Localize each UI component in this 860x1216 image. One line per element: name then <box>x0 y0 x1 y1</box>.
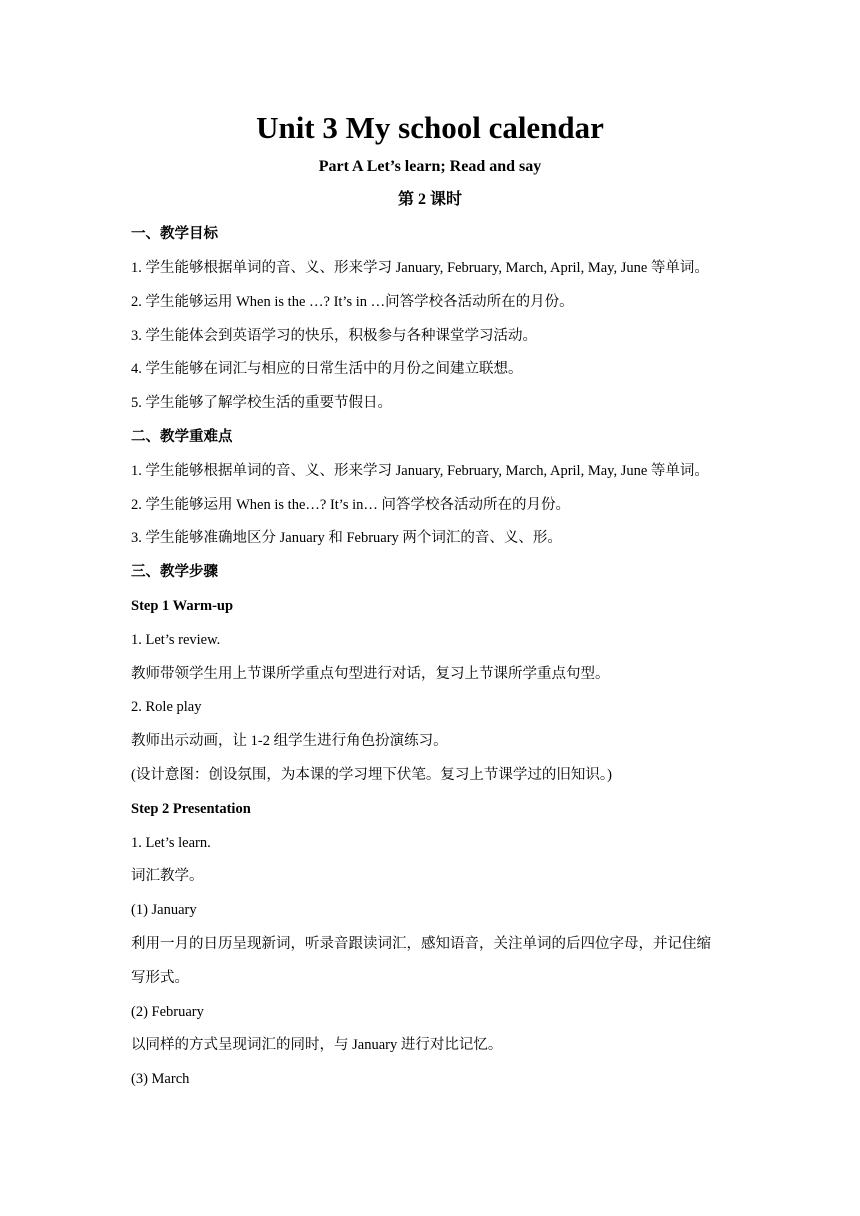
body-line: (1) January <box>131 902 197 918</box>
body-line: 词汇教学。 <box>131 868 204 884</box>
document-subtitle: Part A Let’s learn; Read and say <box>318 158 542 175</box>
document-title: Unit 3 My school calendar <box>256 110 604 145</box>
body-line: 1. 学生能够根据单词的音、义、形来学习 January, February, March, April, May, June 等单词。 <box>131 260 709 276</box>
body-line: 教师带领学生用上节课所学重点句型进行对话，复习上节课所学重点句型。 <box>131 666 610 682</box>
body-line: (3) March <box>131 1071 190 1087</box>
lesson-label: 第 2 课时 <box>397 191 462 208</box>
section-heading: 一、教学目标 <box>131 226 218 242</box>
body-line: 以同样的方式呈现词汇的同时，与 January 进行对比记忆。 <box>131 1037 503 1053</box>
body-line: 1. 学生能够根据单词的音、义、形来学习 January, February, March, April, May, June 等单词。 <box>131 463 709 479</box>
body-line: 利用一月的日历呈现新词，听录音跟读词汇，感知语音，关注单词的后四位字母，并记住缩 <box>131 936 711 952</box>
body-line: 1. Let’s learn. <box>131 835 211 851</box>
section-heading: 三、教学步骤 <box>131 564 218 580</box>
section-heading: Step 2 Presentation <box>131 801 251 817</box>
body-line: 2. 学生能够运用 When is the…? It’s in… 问答学校各活动所在的月份。 <box>131 497 570 513</box>
body-line: 5. 学生能够了解学校生活的重要节假日。 <box>131 395 392 411</box>
body-line: 4. 学生能够在词汇与相应的日常生活中的月份之间建立联想。 <box>131 361 523 377</box>
section-heading: Step 1 Warm-up <box>131 598 234 614</box>
body-line: 1. Let’s review. <box>131 632 221 648</box>
body-line: 3. 学生能够准确地区分 January 和 February 两个词汇的音、义、形。 <box>131 530 562 546</box>
body-line: 2. Role play <box>131 699 202 715</box>
body-line: 写形式。 <box>131 970 189 986</box>
body-line: 教师出示动画，让 1-2 组学生进行角色扮演练习。 <box>131 733 448 749</box>
body-line: 2. 学生能够运用 When is the …? It’s in …问答学校各活动所在的月份。 <box>131 294 574 310</box>
body-line: 3. 学生能体会到英语学习的快乐，积极参与各种课堂学习活动。 <box>131 328 537 344</box>
body-line: (2) February <box>131 1004 204 1020</box>
section-heading: 二、教学重难点 <box>131 429 233 445</box>
body-line: (设计意图：创设氛围，为本课的学习埋下伏笔。复习上节课学过的旧知识。) <box>131 767 612 783</box>
